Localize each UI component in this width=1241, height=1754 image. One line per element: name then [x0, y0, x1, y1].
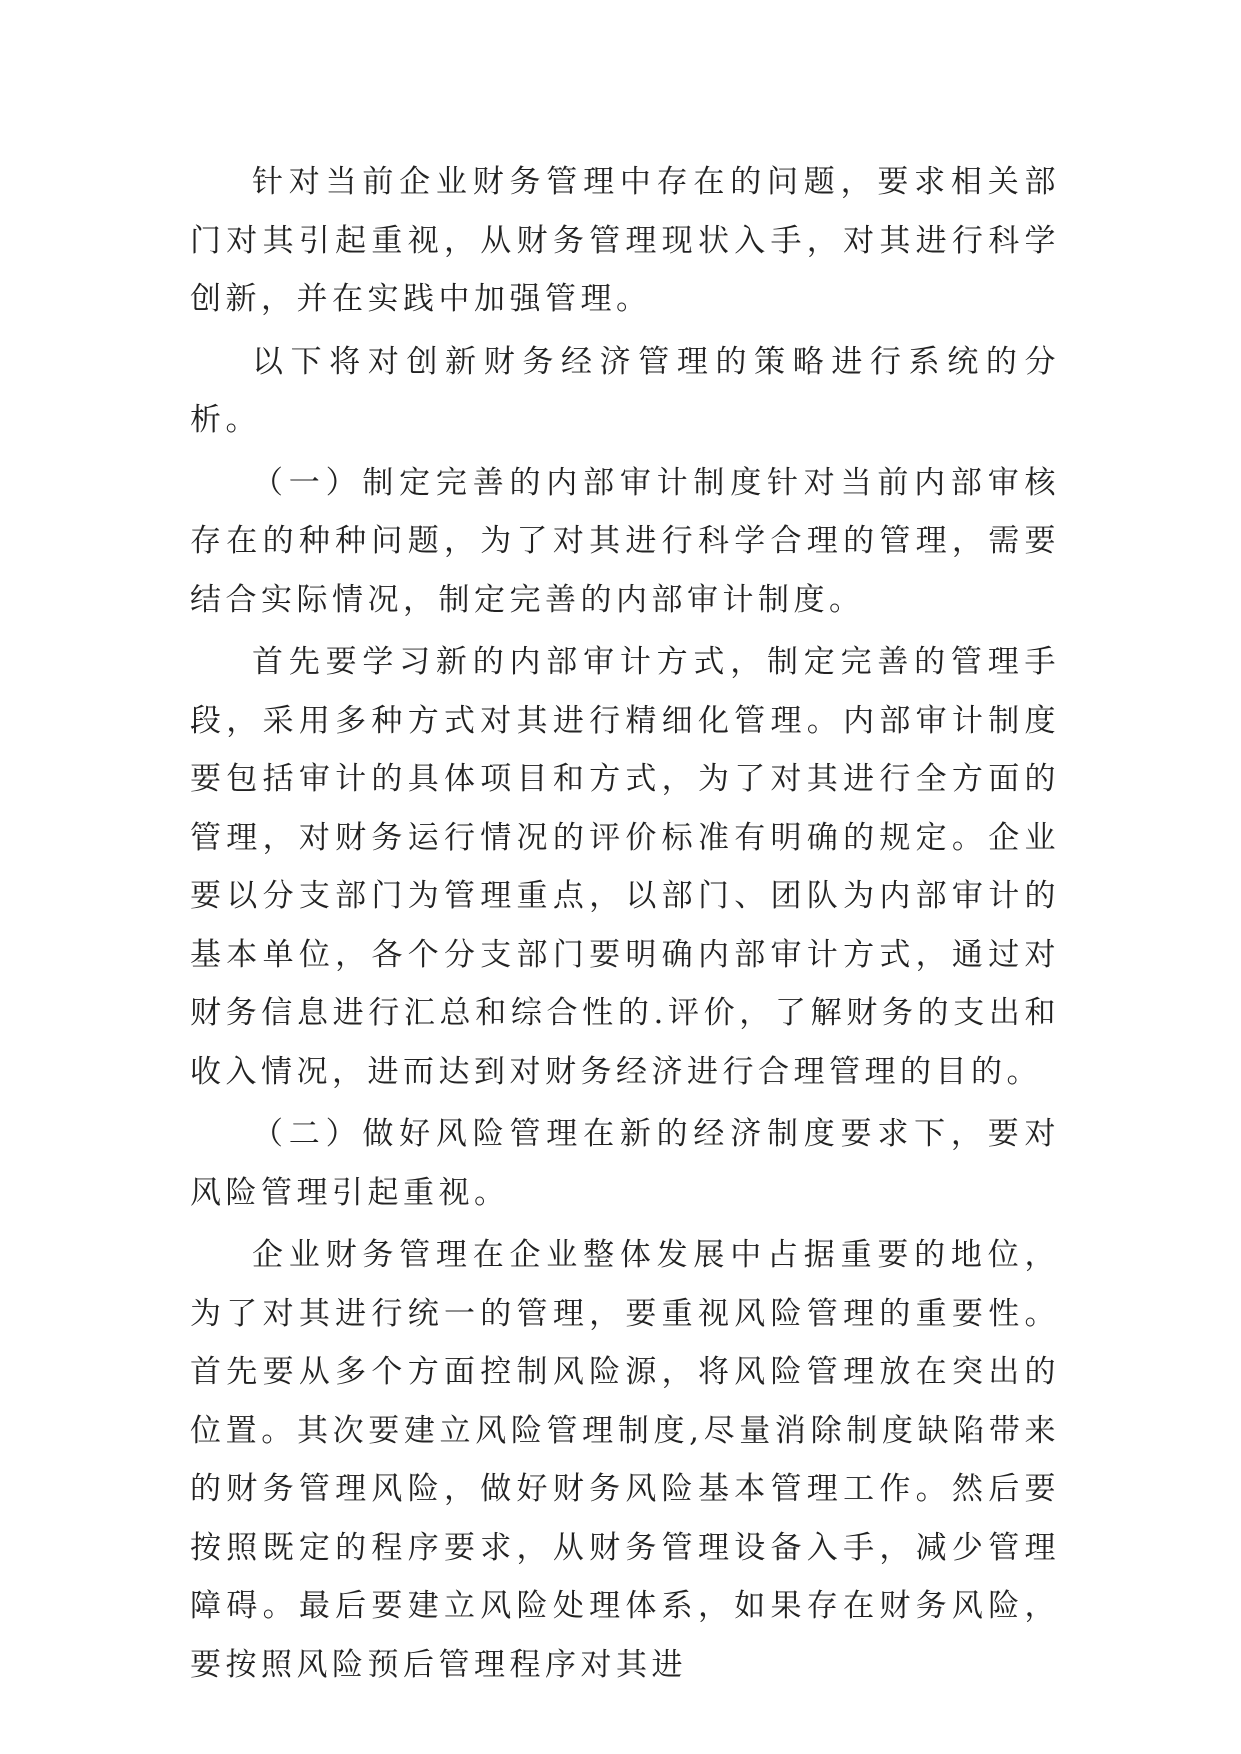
paragraph-risk-management: 企业财务管理在企业整体发展中占据重要的地位，为了对其进行统一的管理，要重视风险管理的重要性。首先要从多个方面控制风险源，将风险管理放在突出的位置。其次要建立风险管理制度,尽量消除制度缺陷带来的财务管理风险，做好财务风险基本管理工作。然后要按照既定的程序要求，从财务管理设备入手，减少管理障碍。最后要建立风险处理体系，如果存在财务风险，要按照风险预后管理程序对其进 — [190, 1237, 1060, 1683]
document-body — [190, 153, 1060, 1698]
paragraph-intro: 针对当前企业财务管理中存在的问题，要求相关部门对其引起重视，从财务管理现状入手，对其进行科学创新，并在实践中加强管理。 — [190, 164, 1060, 317]
paragraph-section-one: （一）制定完善的内部审计制度针对当前内部审核存在的种种问题，为了对其进行科学合理的管理，需要结合实际情况，制定完善的内部审计制度。 — [190, 464, 1060, 618]
paragraph-analysis-lead: 以下将对创新财务经济管理的策略进行系统的分析。 — [190, 343, 1060, 438]
paragraph-section-two: （二）做好风险管理在新的经济制度要求下，要对风险管理引起重视。 — [190, 1116, 1060, 1211]
paragraph-audit-methods: 首先要学习新的内部审计方式，制定完善的管理手段，采用多种方式对其进行精细化管理。内部审计制度要包括审计的具体项目和方式，为了对其进行全方面的管理，对财务运行情况的评价标准有明确的规定。企业要以分支部门为管理重点，以部门、团队为内部审计的基本单位，各个分支部门要明确内部审计方式，通过对财务信息进行汇总和综合性的.评价，了解财务的支出和收入情况，进而达到对财务经济进行合理管理的目的。 — [190, 644, 1060, 1090]
